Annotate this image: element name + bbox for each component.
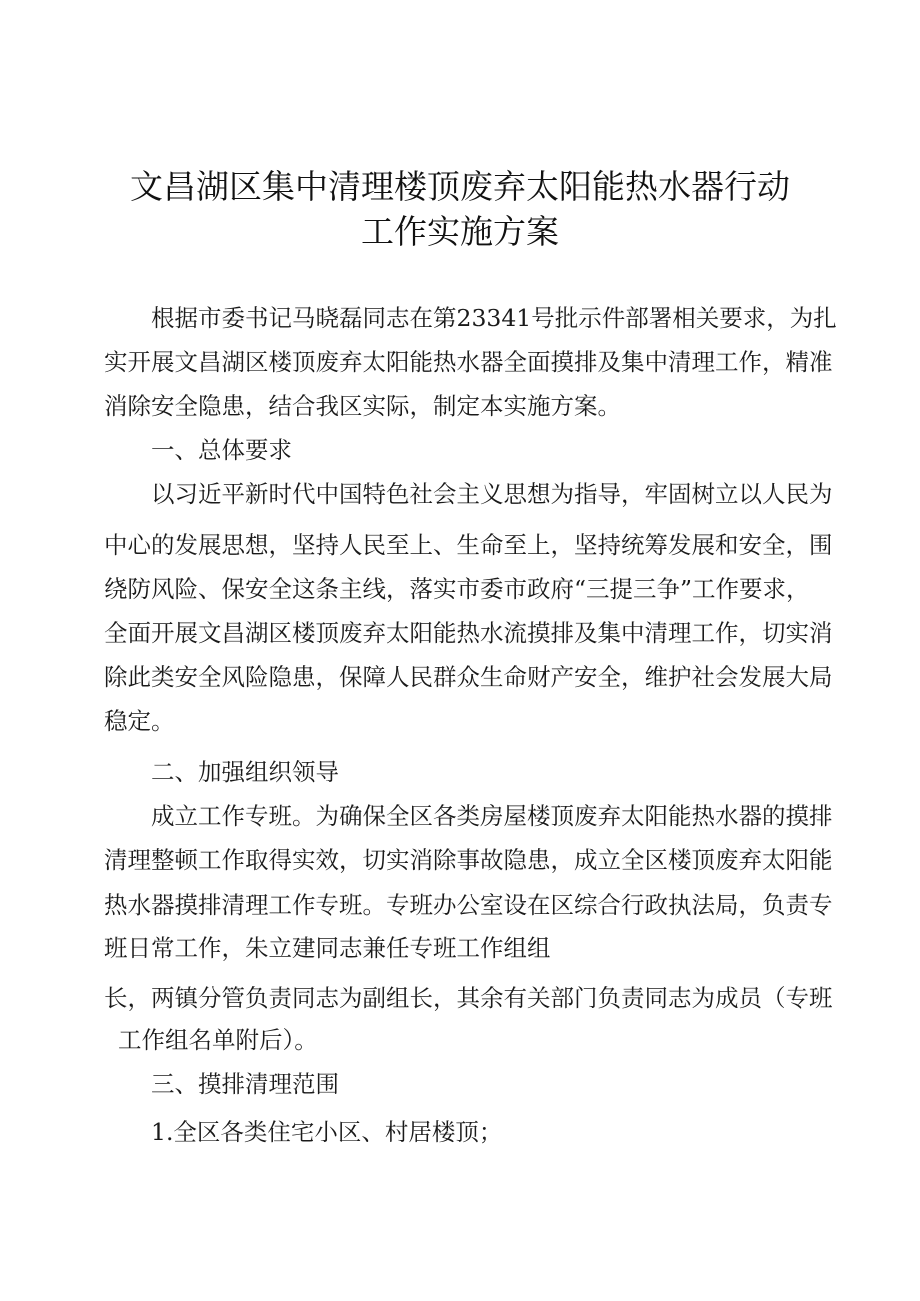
intro-line-3: 消除安全隐患，结合我区实际，制定本实施方案。 (104, 392, 621, 420)
section2-line-6: 工作组名单附后）。 (118, 1026, 318, 1054)
section3-item-1: 1.全区各类住宅小区、村居楼顶； (151, 1118, 503, 1146)
section1-line-5: 除此类安全风险隐患，保障人民群众生命财产安全，维护社会发展大局 (104, 663, 833, 691)
intro-line-2: 实开展文昌湖区楼顶废弃太阳能热水器全面摸排及集中清理工作，精准 (104, 348, 833, 376)
document-title-line-2: 工作实施方案 (361, 212, 559, 251)
section3-heading: 三、摸排清理范围 (151, 1070, 339, 1098)
section1-line-3: 绕防风险、保安全这条主线，落实市委市政府“三提三争”工作要求， (104, 575, 810, 603)
section2-line-2: 清理整顿工作取得实效，切实消除事故隐患，成立全区楼顶废弃太阳能 (104, 846, 833, 874)
section2-line-4: 班日常工作，朱立建同志兼任专班工作组组 (104, 934, 551, 962)
intro-line-1: 根据市委书记马晓磊同志在第23341号批示件部署相关要求，为扎 (151, 304, 837, 332)
section2-line-3: 热水器摸排清理工作专班。专班办公室设在区综合行政执法局，负责专 (104, 891, 833, 919)
section1-line-4: 全面开展文昌湖区楼顶废弃太阳能热水流摸排及集中清理工作，切实消 (104, 619, 833, 647)
section1-line-1: 以习近平新时代中国特色社会主义思想为指导，牢固树立以人民为 (151, 480, 833, 508)
document-title-line-1: 文昌湖区集中清理楼顶废弃太阳能热水器行动 (130, 167, 790, 206)
section1-line-6: 稳定。 (104, 707, 175, 735)
section1-heading: 一、总体要求 (151, 436, 292, 464)
section2-line-1: 成立工作专班。为确保全区各类房屋楼顶废弃太阳能热水器的摸排 (151, 802, 833, 830)
section2-line-5: 长，两镇分管负责同志为副组长，其余有关部门负责同志为成员（专班 (104, 984, 833, 1012)
section1-line-2: 中心的发展思想，坚持人民至上、生命至上，坚持统筹发展和安全，围 (104, 531, 833, 559)
section2-heading: 二、加强组织领导 (151, 758, 339, 786)
